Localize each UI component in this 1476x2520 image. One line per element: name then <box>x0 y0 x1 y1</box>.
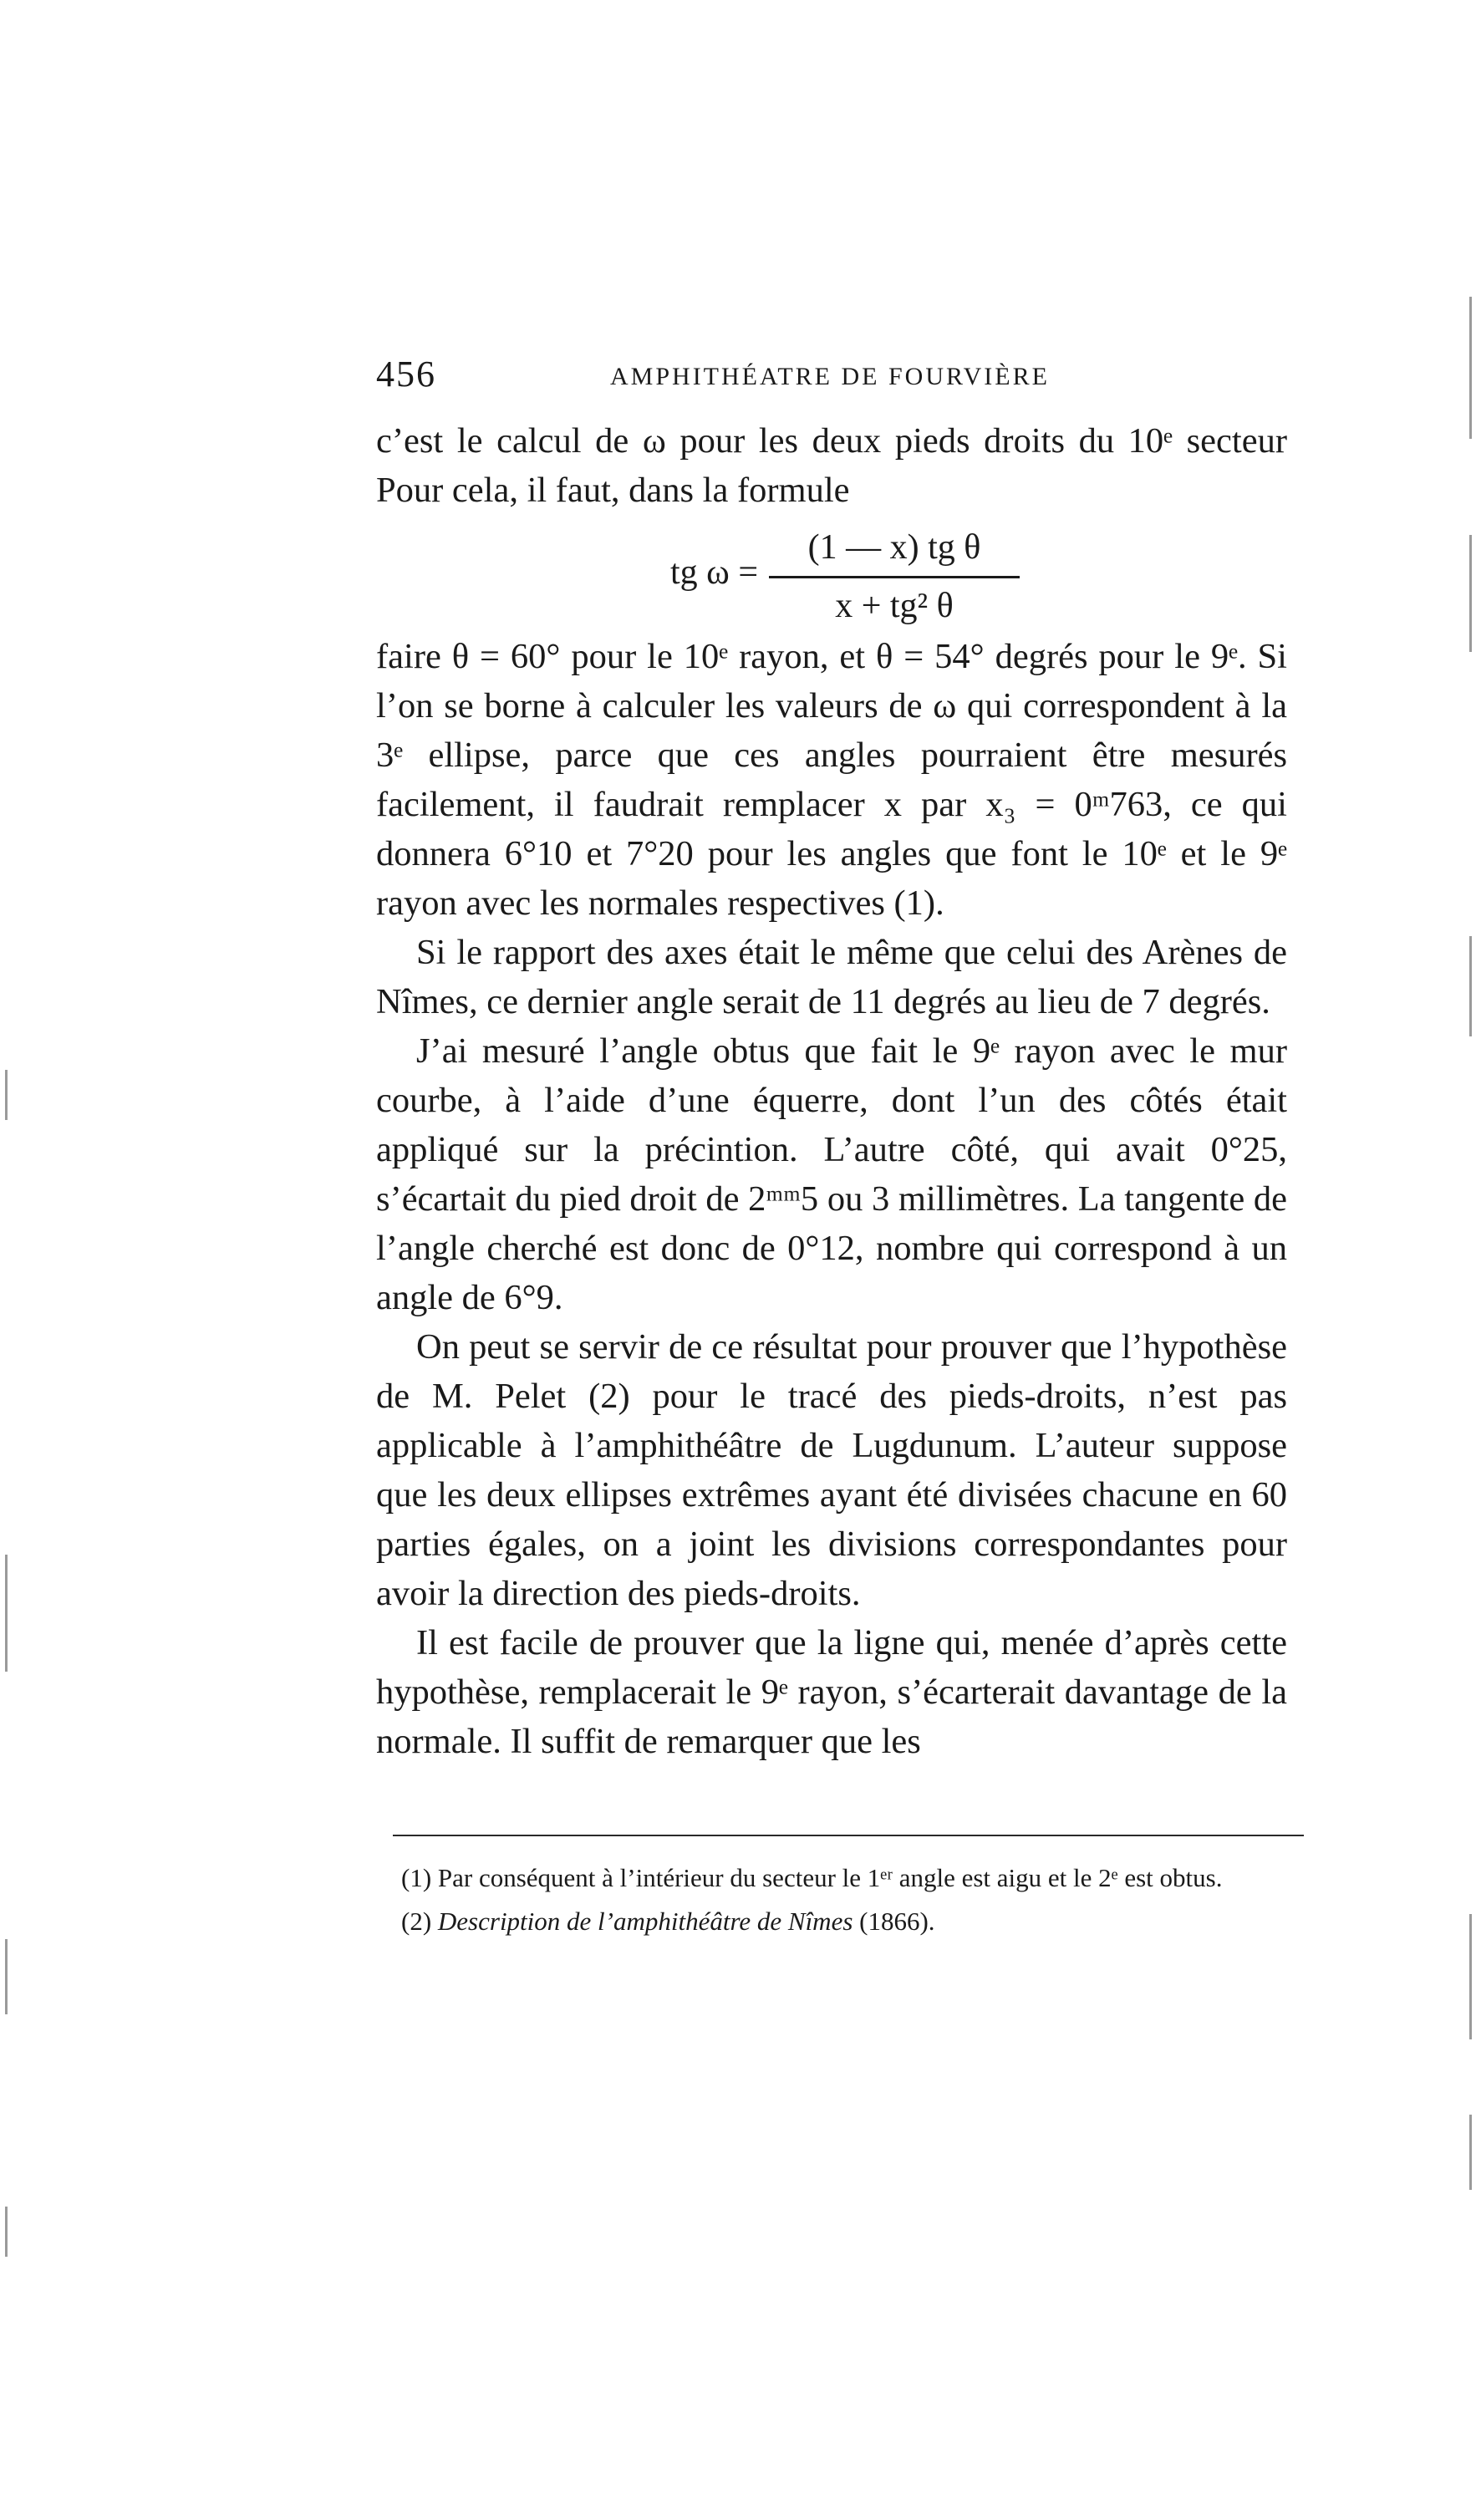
formula <box>376 515 1287 632</box>
fraction-bar <box>769 576 1020 578</box>
footnote-2-title: Description de l’amphithéâtre de Nîmes <box>437 1907 853 1936</box>
scan-edge-mark <box>5 2207 8 2257</box>
footnote-1: (1) Par conséquent à l’intérieur du secteur le 1ᵉʳ angle est aigu et le 2ᵉ est obtus. <box>401 1863 1223 1892</box>
paragraph-5: On peut se servir de ce résultat pour prouver que l’hypothèse de M. Pelet (2) pour le tracé des pieds-droits, n’est pas applicable à l’amphithéâtre de Lugdunum. L’auteur suppose que les deux ellipses extrêmes ayant été divisées chacune en 60 parties égales, on a joint les divisions correspondantes pour avoir la direction des pieds-droits. <box>376 1327 1287 1613</box>
paragraph-4: J’ai mesuré l’angle obtus que fait le 9ᵉ rayon avec le mur courbe, à l’aide d’une équerre, dont l’un des côtés était appliqué sur la précintion. L’autre côté, qui avait 0°25, s’écartait du pied droit de 2ᵐᵐ5 ou 3 millimètres. La tangente de l’angle cherché est donc de 0°12, nombre qui correspond à un angle de 6°9. <box>376 1031 1287 1317</box>
paragraph-1: c’est le calcul de ω pour les deux pieds droits du 10ᵉ secteur Pour cela, il faut, dans la formule <box>376 421 1287 510</box>
formula-fraction <box>769 523 1020 631</box>
scan-edge-mark <box>1469 535 1472 652</box>
footnotes <box>401 1860 1304 1947</box>
footnote-2 <box>401 1903 1304 1940</box>
running-head <box>376 353 1287 403</box>
formula-lhs: tg ω = <box>670 553 758 592</box>
book-page <box>376 0 1287 2520</box>
paragraph-3: Si le rapport des axes était le même que celui des Arènes de Nîmes, ce dernier angle serait de 11 degrés au lieu de 7 degrés. <box>376 933 1287 1021</box>
footnote-2-year: (1866). <box>859 1907 935 1936</box>
page-number: 456 <box>376 354 436 395</box>
paragraph-2: faire θ = 60° pour le 10ᵉ rayon, et θ = 54° degrés pour le 9ᵉ. Si l’on se borne à calculer les valeurs de ω qui correspondent à la 3ᵉ ellipse, parce que ces angles pourraient être mesurés facilement, il faudrait remplacer x par x₃ = 0ᵐ763, ce qui donnera 6°10 et 7°20 pour les angles que font le 10ᵉ et le 9ᵉ rayon avec les normales respectives (1). <box>376 637 1287 923</box>
scan-edge-mark <box>1469 297 1472 439</box>
running-title: AMPHITHÉATRE DE FOURVIÈRE <box>610 363 1050 390</box>
body-text <box>376 416 1287 1766</box>
scan-edge-mark <box>5 1939 8 2014</box>
scan-edge-mark <box>1469 2115 1472 2190</box>
footnote-rule <box>393 1835 1304 1836</box>
formula-denominator: x + tg² θ <box>835 587 954 625</box>
scan-edge-mark <box>5 1555 8 1672</box>
paragraph-6: Il est facile de prouver que la ligne qui, menée d’après cette hypothèse, remplacerait le 9ᵉ rayon, s’écarterait davantage de la normale. Il suffit de remarquer que les <box>376 1623 1287 1761</box>
formula-numerator: (1 — x) tg θ <box>807 528 981 567</box>
footnote-2-marker: (2) <box>401 1907 432 1936</box>
scan-edge-mark <box>1469 936 1472 1036</box>
scan-edge-mark <box>1469 1914 1472 2039</box>
scan-edge-mark <box>5 1070 8 1120</box>
